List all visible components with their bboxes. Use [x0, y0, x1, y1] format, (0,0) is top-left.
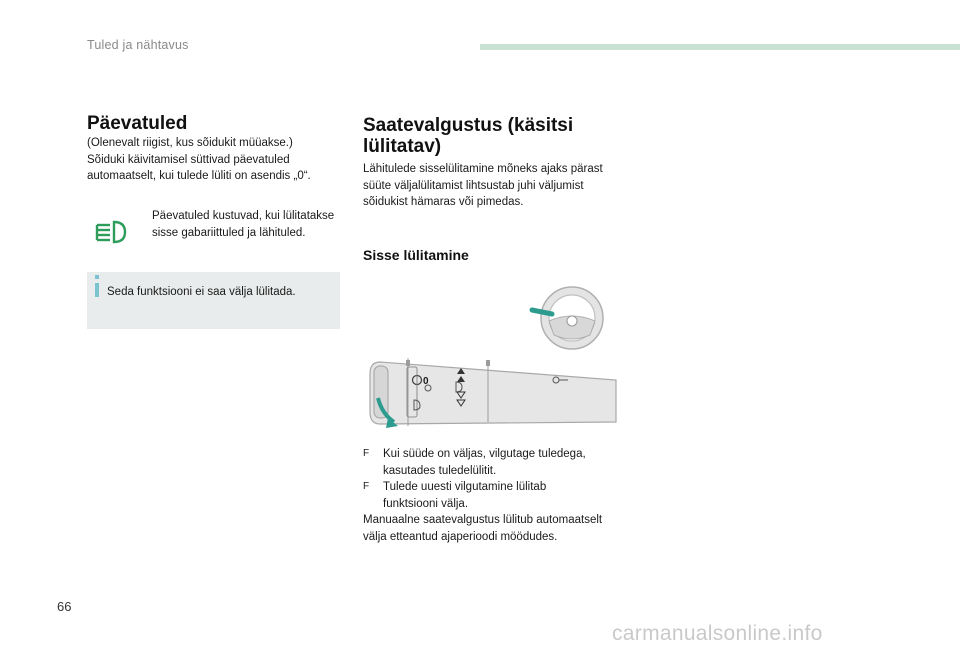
section-title: Tuled ja nähtavus — [87, 38, 189, 52]
info-text: Seda funktsiooni ei saa välja lülitada. — [107, 286, 296, 298]
step-line: Kui süüde on väljas, vilgutage tuledega, — [383, 448, 586, 460]
list-item — [363, 479, 633, 512]
note-line: sisse gabariittuled ja lähituled. — [152, 226, 306, 239]
light-stalk-illustration — [360, 352, 618, 432]
daytime-lights-note — [152, 208, 342, 241]
steering-wheel-illustration — [528, 283, 608, 355]
step-line: kasutades tuledelülitit. — [383, 464, 497, 477]
heading-line: lülitatav) — [363, 136, 442, 157]
daytime-running-light-icon — [87, 205, 137, 255]
intro-line: automaatselt, kui tulede lüliti on asendis „0“. — [87, 170, 311, 182]
follow-me-home-outro — [363, 512, 633, 545]
step-line: Tulede uuesti vilgutamine lülitab — [383, 481, 547, 493]
watermark-text: carmanualsonline.info — [612, 622, 823, 645]
intro-line: Sõiduki käivitamisel süttivad päevatuled — [87, 153, 290, 166]
switch-position-zero: 0 — [423, 376, 429, 387]
header-accent-bar — [480, 44, 960, 50]
bullet-mark: F — [363, 448, 370, 459]
intro-line: süüte väljalülitamist lihtsustab juhi väljumist — [363, 179, 584, 192]
switch-on-subheading: Sisse lülitamine — [363, 247, 469, 263]
follow-me-home-intro — [363, 161, 633, 211]
outro-line: välja etteantud ajaperioodi möödudes. — [363, 530, 558, 543]
switch-on-steps — [363, 446, 633, 512]
intro-line: sõidukist hämaras või pimedas. — [363, 196, 524, 208]
outro-line: Manuaalne saatevalgustus lülitub automaatselt — [363, 514, 603, 526]
step-line: funktsiooni välja. — [383, 497, 469, 510]
daytime-lights-heading: Päevatuled — [87, 113, 188, 134]
info-box — [87, 272, 340, 329]
heading-line: Saatevalgustus (käsitsi — [363, 115, 574, 136]
page-number: 66 — [57, 599, 72, 614]
intro-line: Lähitulede sisselülitamine mõneks ajaks pärast — [363, 163, 603, 175]
list-item — [363, 446, 633, 479]
bullet-mark: F — [363, 481, 370, 492]
note-line: Päevatuled kustuvad, kui lülitatakse — [152, 210, 335, 222]
intro-line: (Olenevalt riigist, kus sõidukit müüakse.) — [87, 137, 293, 149]
follow-me-home-heading — [363, 115, 573, 157]
daytime-lights-intro — [87, 135, 347, 185]
